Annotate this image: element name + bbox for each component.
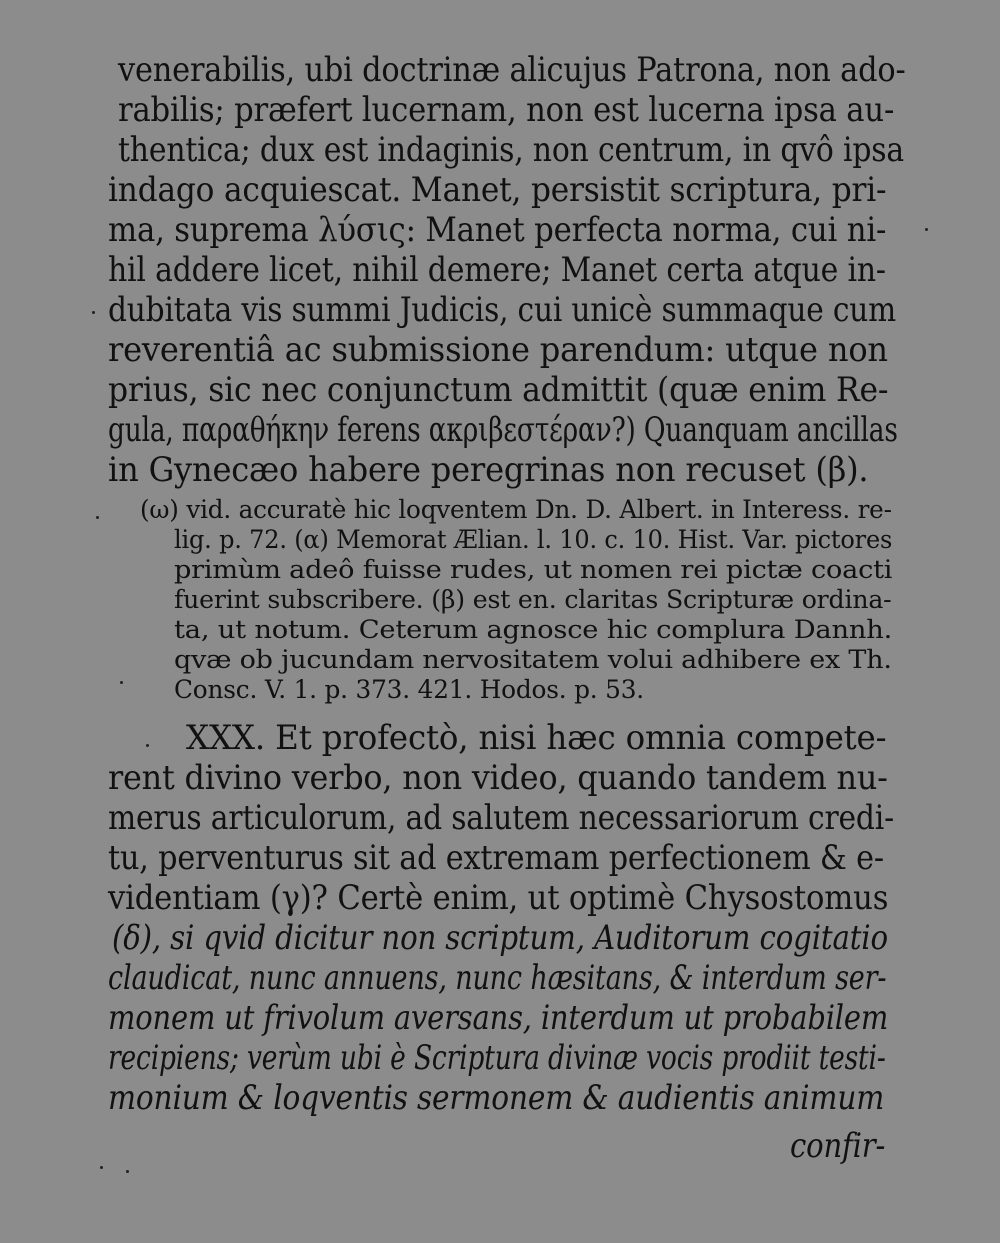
text-line: in Gynecæo habere peregrinas non recuset (β). xyxy=(108,450,869,490)
text-line: indago acquiescat. Manet, persistit scriptura, pri- xyxy=(108,170,887,210)
text-line: tu, perventurus sit ad extremam perfectionem & e- xyxy=(108,838,884,878)
ink-speck xyxy=(925,228,928,231)
text-line: thentica; dux est indaginis, non centrum, in qvô ipsa xyxy=(118,130,905,170)
italic-text-line: recipiens; verùm ubi è Scriptura divinæ vocis prodiit testi- xyxy=(108,1038,886,1078)
italic-text-line: monem ut frivolum aversans, interdum ut probabilem xyxy=(108,998,889,1038)
text-line: hil addere licet, nihil demere; Manet certa atque in- xyxy=(108,250,886,290)
text-line: gula, παραθήκην ferens ακριβεστέραν?) Quanquam ancillas xyxy=(108,410,898,450)
text-line: reverentiâ ac submissione parendum: utque non xyxy=(108,330,888,370)
text-line: rent divino verbo, non video, quando tandem nu- xyxy=(108,758,888,798)
text-line: videntiam (γ)? Certè enim, ut optimè Chysostomus xyxy=(108,878,889,918)
ink-speck xyxy=(126,1170,129,1173)
ink-speck xyxy=(92,311,95,314)
footnote-line: lig. p. 72. (α) Memorat Ælian. l. 10. c. 10. Hist. Var. pictores xyxy=(174,525,893,554)
ink-speck xyxy=(100,1166,103,1169)
text-line: ma, suprema λύσις: Manet perfecta norma, cui ni- xyxy=(108,210,887,250)
ink-speck xyxy=(146,744,149,747)
text-line: rabilis; præfert lucernam, non est lucerna ipsa au- xyxy=(118,90,895,130)
text-line: merus articulorum, ad salutem necessariorum credi- xyxy=(108,798,894,838)
text-line: prius, sic nec conjunctum admittit (quæ enim Re- xyxy=(108,370,889,410)
text-line: venerabilis, ubi doctrinæ alicujus Patrona, non ado- xyxy=(118,50,906,90)
catchword: confir- xyxy=(790,1126,886,1166)
footnote-line: qvæ ob jucundam nervositatem volui adhibere ex Th. xyxy=(174,645,892,674)
ink-speck xyxy=(120,681,123,684)
italic-text-line: claudicat, nunc annuens, nunc hæsitans, & interdum ser- xyxy=(108,958,887,998)
ink-speck xyxy=(96,516,99,519)
footnote-line: (ω) vid. accuratè hic loqventem Dn. D. Albert. in Interess. re- xyxy=(140,495,892,524)
footnote-line: fuerint subscribere. (β) est en. claritas Scripturæ ordina- xyxy=(174,585,892,614)
italic-text-line: monium & loqventis sermonem & audientis animum xyxy=(108,1078,885,1118)
footnote-line: primùm adeô fuisse rudes, ut nomen rei pictæ coacti xyxy=(174,555,893,584)
italic-text-line: (δ), si qvid dicitur non scriptum, Auditorum cogitatio xyxy=(112,918,888,958)
section-heading-line: XXX. Et profectò, nisi hæc omnia compete- xyxy=(186,718,887,758)
footnote-line: Consc. V. 1. p. 373. 421. Hodos. p. 53. xyxy=(174,675,644,704)
footnote-line: ta, ut notum. Ceterum agnosce hic complura Dannh. xyxy=(174,615,893,644)
text-line: dubitata vis summi Judicis, cui unicè summaque cum xyxy=(108,290,897,330)
